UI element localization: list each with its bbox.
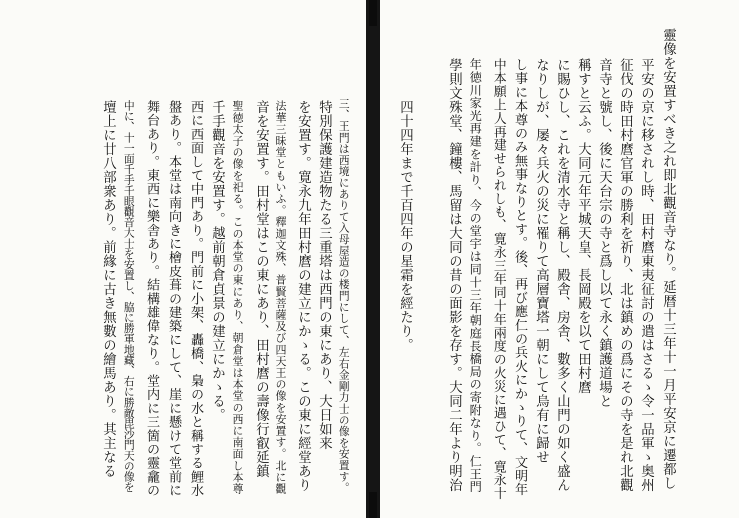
text-column: 壇上に廿八部衆あり。前緣に古き無數の繪馬あり。其主なる bbox=[100, 100, 116, 478]
text-column: 四十四年まで千百四年の星霜を經たり。 bbox=[397, 100, 413, 352]
text-column: 盤あり。本堂は南向きに檜皮葺の建築にして、崖に懸けて堂前に bbox=[166, 100, 182, 498]
text-column: 靈像を安置すべき之れ即北觀音寺なり。延暦十三年十一月平安京に遷都し bbox=[660, 28, 676, 490]
text-column: に賜ひし、これを清水寺と稱し、殿舎、房舎、數多く山門の如く盛ん bbox=[554, 58, 570, 492]
text-column: し事に本尊のみ無事なりとす。後、再び應仁の兵火にかゝりて、文明年 bbox=[512, 58, 528, 497]
text-column: を安置す。寛永九年田村麿の建立にかゝる。この東に經堂あり bbox=[295, 100, 311, 492]
text-column: 學則文殊堂、鐘樓、馬留は大同の昔の面影を存す。大同二年より明治 bbox=[446, 58, 462, 492]
text-column: 音を安置す。田村堂はこの東にあり、田村麿の壽像行叡延鎮 bbox=[253, 100, 269, 478]
text-column: 征伐の時田村麿官軍の勝利を祈り、北は鎮めの爲にその寺を是れ北觀 bbox=[617, 58, 633, 492]
text-column: 平安の京に移されし時、田村麿東夷征討の遣はさるゝ令一品軍ゝ奥州 bbox=[638, 58, 654, 492]
text-column: 稱すと云ふ。大同元年平城天皇、長岡殿を以て田村麿 bbox=[575, 58, 591, 394]
book-spine bbox=[366, 0, 380, 518]
text-column: 中に、十一面千手千眼觀音大士を安置し、脇に勝軍地藏、右に勝敵毘沙門天の像を bbox=[122, 100, 136, 493]
text-column: 音寺と號し、後に天台宗の寺と爲し以て永く鎮護道場と bbox=[596, 58, 612, 408]
text-column: 中本願上人再建せられしも、寛永三年同十年兩度の火災に遇ひて、寛永十 bbox=[490, 58, 506, 501]
text-column: 年徳川家光再建を計り、今の堂宇は同十三年朝庭長橋局の寄附なり。仁王門 bbox=[468, 58, 483, 494]
text-column: 舞台あり。東西に樂舎あり。結構雄偉なり。堂内に三箇の靈龕の bbox=[144, 100, 160, 498]
text-column: 聖徳太子の像を祀る。この本堂の東にあり、朝倉堂は本堂の西に南面し本尊 bbox=[231, 100, 244, 495]
text-column: 西に西面して中門あり。門前に小架、轟橋、梟の水と稱する鯉水 bbox=[188, 100, 204, 498]
text-column: 千手觀音を安置す。越前朝倉貞景の建立にかゝる。 bbox=[209, 100, 225, 422]
spine-clip bbox=[369, 0, 377, 26]
spine-clip bbox=[369, 492, 377, 518]
text-column: なりしが、屡々兵火の災に罹りて高層寶塔一朝にして烏有に歸せ bbox=[533, 58, 549, 464]
text-column: 法華三昧堂ともいふ。釋迦文殊、普賢菩薩及び四天王の像を安置す。北に觀 bbox=[274, 100, 287, 495]
text-column: 三、王門は西境にありて入母屋造の楼門にして、左右金剛力士の像を安置す。 bbox=[337, 98, 351, 494]
right-page bbox=[380, 0, 739, 518]
left-page bbox=[0, 0, 366, 518]
text-column: 特別保護建造物たる三重塔は西門の東にあり、大日如来 bbox=[316, 100, 332, 450]
